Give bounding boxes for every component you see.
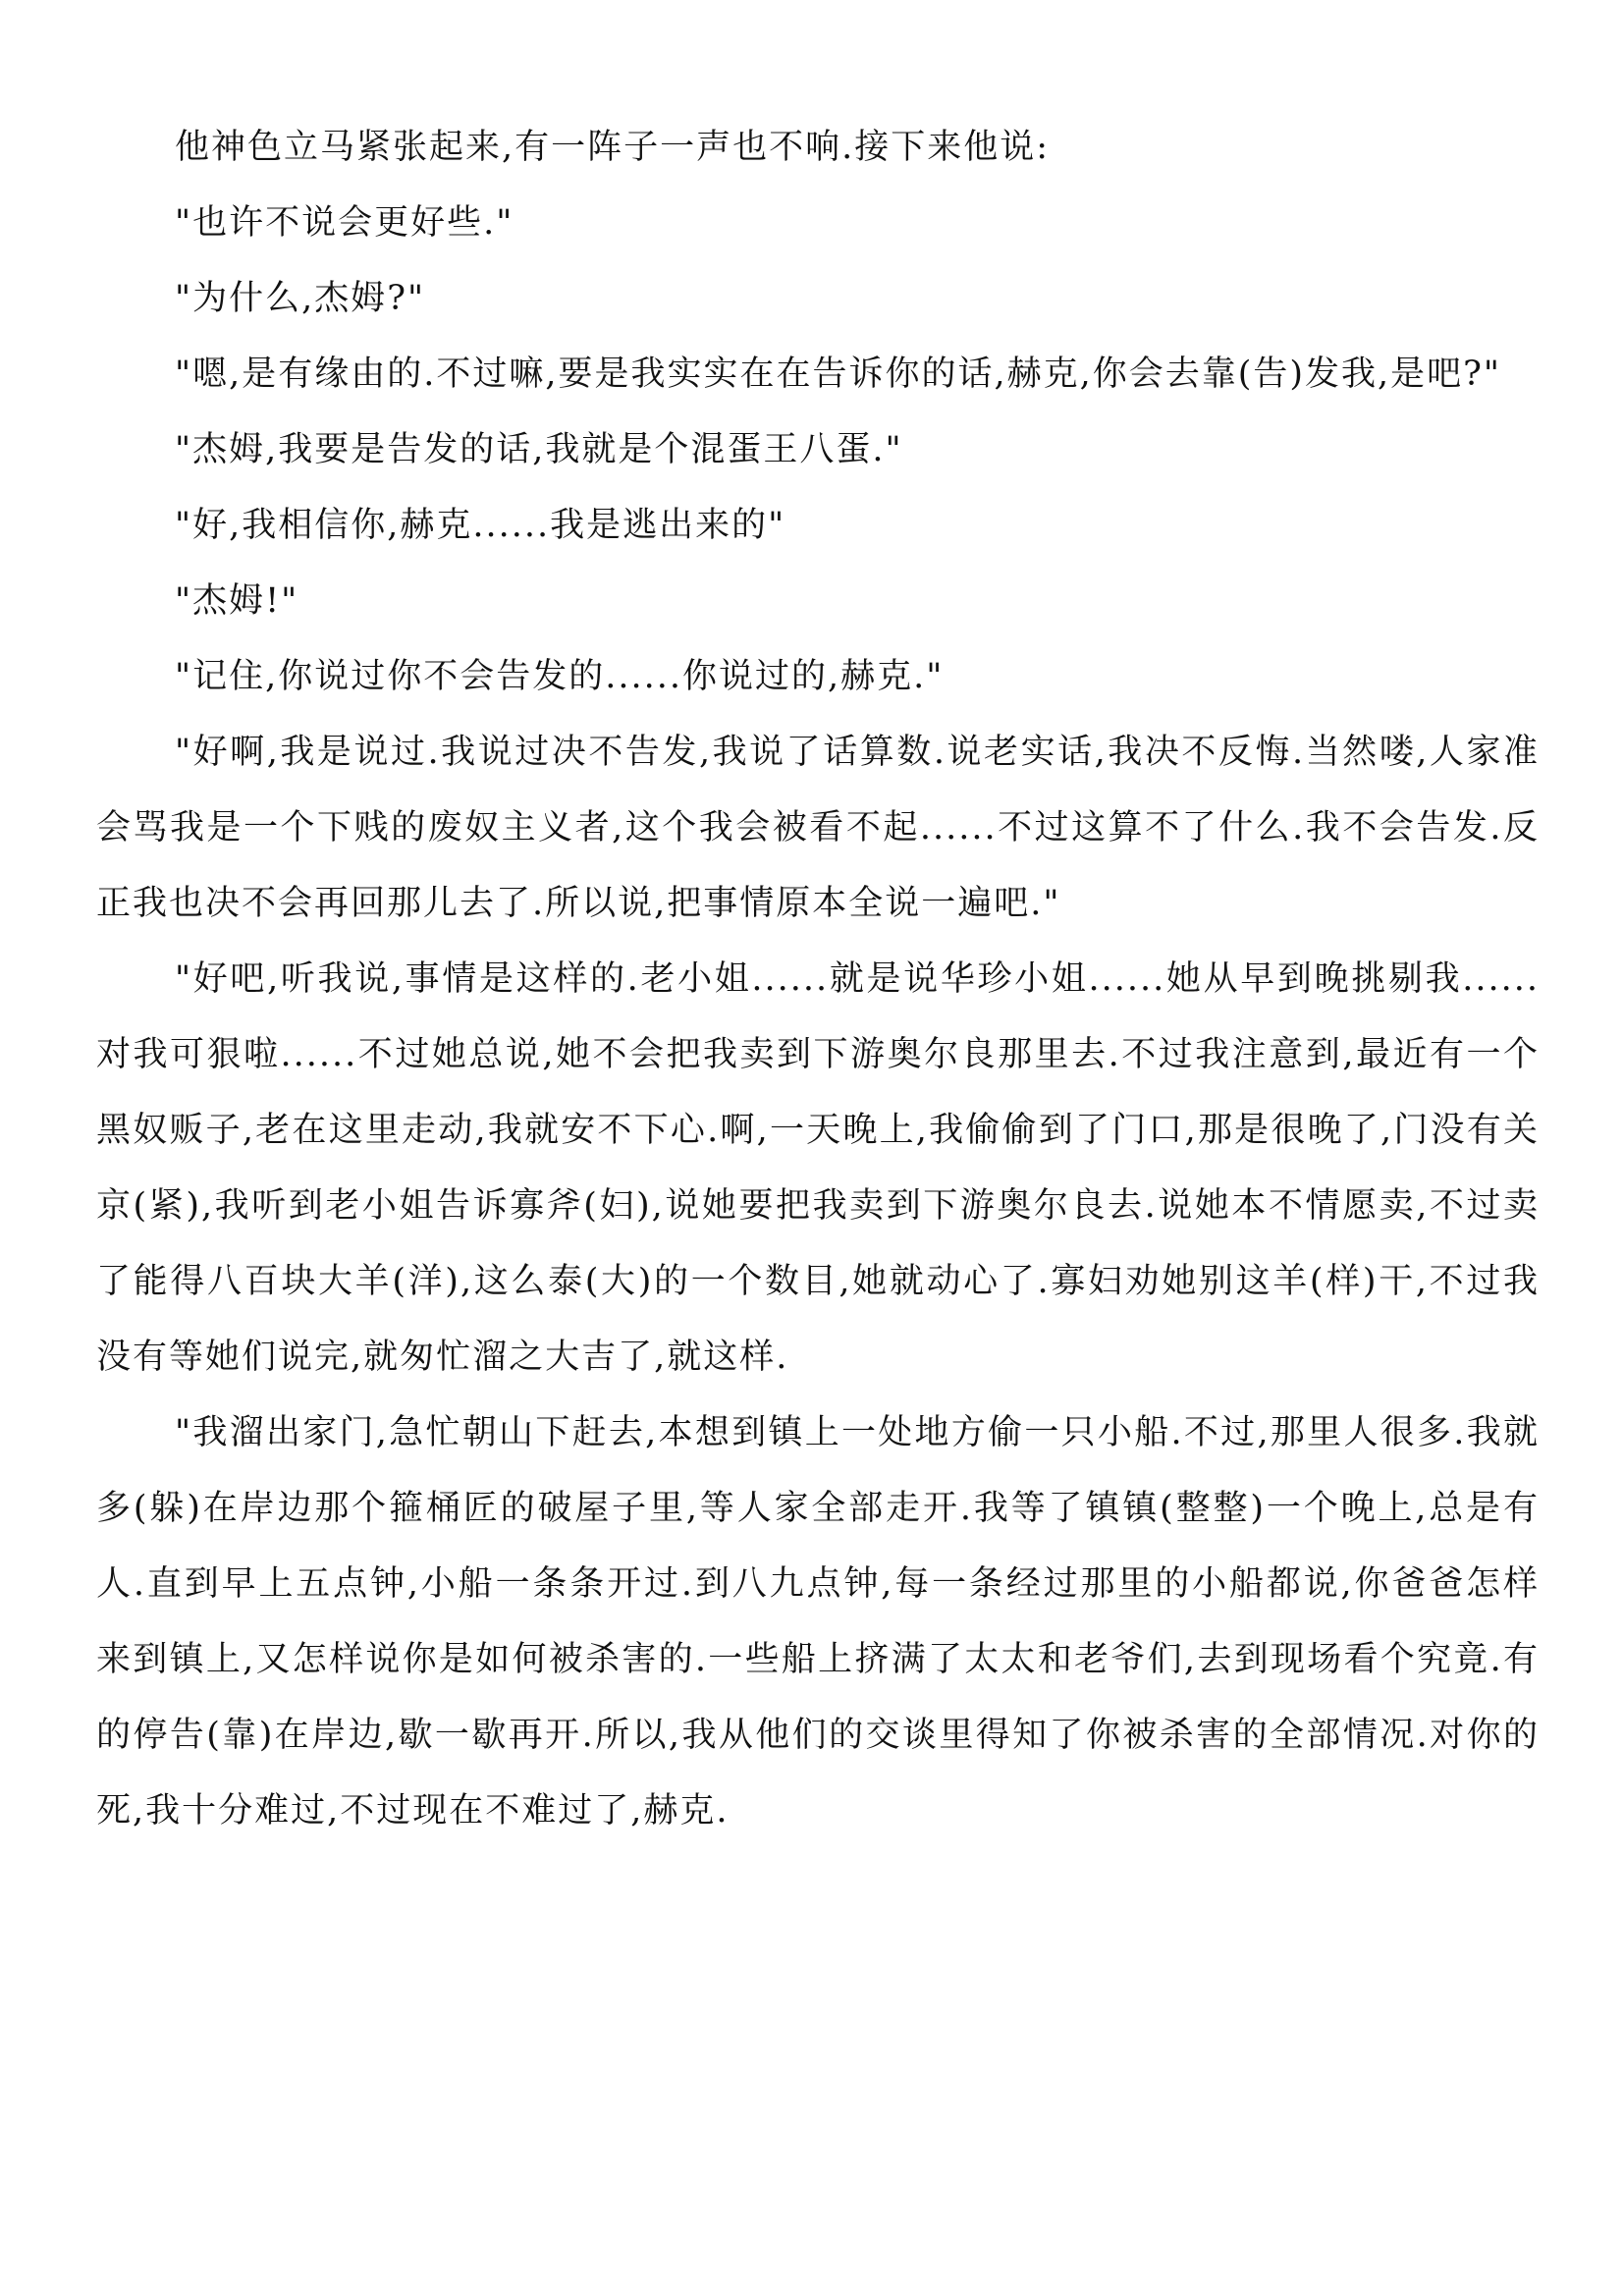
paragraph: "好吧,听我说,事情是这样的.老小姐......就是说华珍小姐......她从早到晚挑剔我......对我可狠啦......不过她总说,她不会把我卖到下游奥尔良那里去.不过我注意到,最近有一个黑奴贩子,老在这里走动,我就安不下心.啊,一天晚上,我偷偷到了门口,那是很晚了,门没有关京(紧),我听到老小姐告诉寡斧(妇),说她要把我卖到下游奥尔良去.说她本不情愿卖,不过卖了能得八百块大羊(洋),这么泰(大)的一个数目,她就动心了.寡妇劝她别这羊(样)干,不过我没有等她们说完,就匆忙溜之大吉了,就这样. [96, 959, 1540, 1377]
paragraph: 他神色立马紧张起来,有一阵子一声也不响.接下来他说: [175, 128, 1051, 167]
paragraph: "好啊,我是说过.我说过决不告发,我说了话算数.说老实话,我决不反悔.当然喽,人家准会骂我是一个下贱的废奴主义者,这个我会被看不起......不过这算不了什么.我不会告发.反正我也决不会再回那儿去了.所以说,把事情原本全说一遍吧." [96, 733, 1540, 923]
paragraph: "杰姆!" [175, 581, 299, 621]
paragraph: "好,我相信你,赫克......我是逃出来的" [175, 506, 786, 545]
paragraph: "记住,你说过你不会告发的......你说过的,赫克." [175, 657, 945, 696]
paragraph: "也许不说会更好些." [175, 203, 514, 243]
paragraph: "我溜出家门,急忙朝山下赶去,本想到镇上一处地方偷一只小船.不过,那里人很多.我就多(躲)在岸边那个箍桶匠的破屋子里,等人家全部走开.我等了镇镇(整整)一个晚上,总是有人.直到早上五点钟,小船一条条开过.到八九点钟,每一条经过那里的小船都说,你爸爸怎样来到镇上,又怎样说你是如何被杀害的.一些船上挤满了太太和老爷们,去到现场看个究竟.有的停告(靠)在岸边,歇一歇再开.所以,我从他们的交谈里得知了你被杀害的全部情况.对你的死,我十分难过,不过现在不难过了,赫克. [96, 1413, 1540, 1831]
paragraph: "嗯,是有缘由的.不过嘛,要是我实实在在告诉你的话,赫克,你会去靠(告)发我,是吧?" [175, 355, 1502, 394]
paragraph: "为什么,杰姆?" [175, 279, 426, 318]
paragraph: "杰姆,我要是告发的话,我就是个混蛋王八蛋." [175, 430, 903, 469]
body-text [96, 110, 1540, 1849]
